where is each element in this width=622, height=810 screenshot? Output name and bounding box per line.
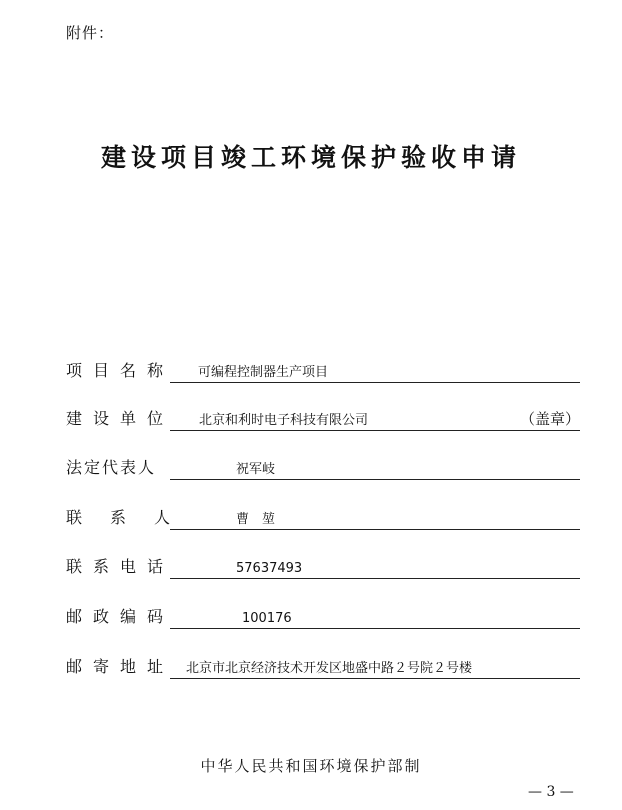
field-value: 祝军岐	[236, 462, 276, 477]
field-underline	[170, 430, 580, 431]
field-label: 联系人	[66, 508, 199, 527]
field-label: 联系电话	[66, 557, 175, 576]
field-construction-unit	[66, 403, 580, 437]
field-contact-person	[66, 502, 580, 536]
field-underline	[170, 529, 580, 530]
field-label: 邮政编码	[66, 607, 175, 626]
field-postal-code	[66, 601, 580, 635]
field-label: 邮寄地址	[66, 657, 175, 676]
page-number: — 3 —	[528, 784, 574, 800]
field-value: 100176	[242, 611, 292, 626]
field-phone	[66, 551, 580, 585]
field-underline	[170, 628, 580, 629]
field-value: 北京市北京经济技术开发区地盛中路２号院２号楼	[186, 661, 473, 676]
field-underline	[170, 678, 580, 679]
field-legal-representative	[66, 452, 580, 486]
field-value: 北京和利时电子科技有限公司	[199, 413, 369, 428]
field-underline	[170, 578, 580, 579]
issuer-footer: 中华人民共和国环境保护部制	[200, 757, 422, 775]
field-value: 可编程控制器生产项目	[198, 365, 329, 380]
field-label: 法定代表人	[66, 458, 157, 477]
field-mailing-address	[66, 651, 580, 685]
field-value: 曹 堃	[236, 512, 276, 527]
field-underline	[170, 479, 580, 480]
attachment-label: 附件：	[66, 24, 115, 42]
seal-note: （盖章）	[519, 410, 580, 428]
field-project-name	[66, 355, 580, 389]
field-label: 项目名称	[66, 361, 175, 380]
document-title: 建设项目竣工环境保护验收申请	[100, 143, 521, 172]
field-value: 57637493	[236, 561, 303, 576]
field-underline	[170, 382, 580, 383]
field-label: 建设单位	[66, 409, 175, 428]
